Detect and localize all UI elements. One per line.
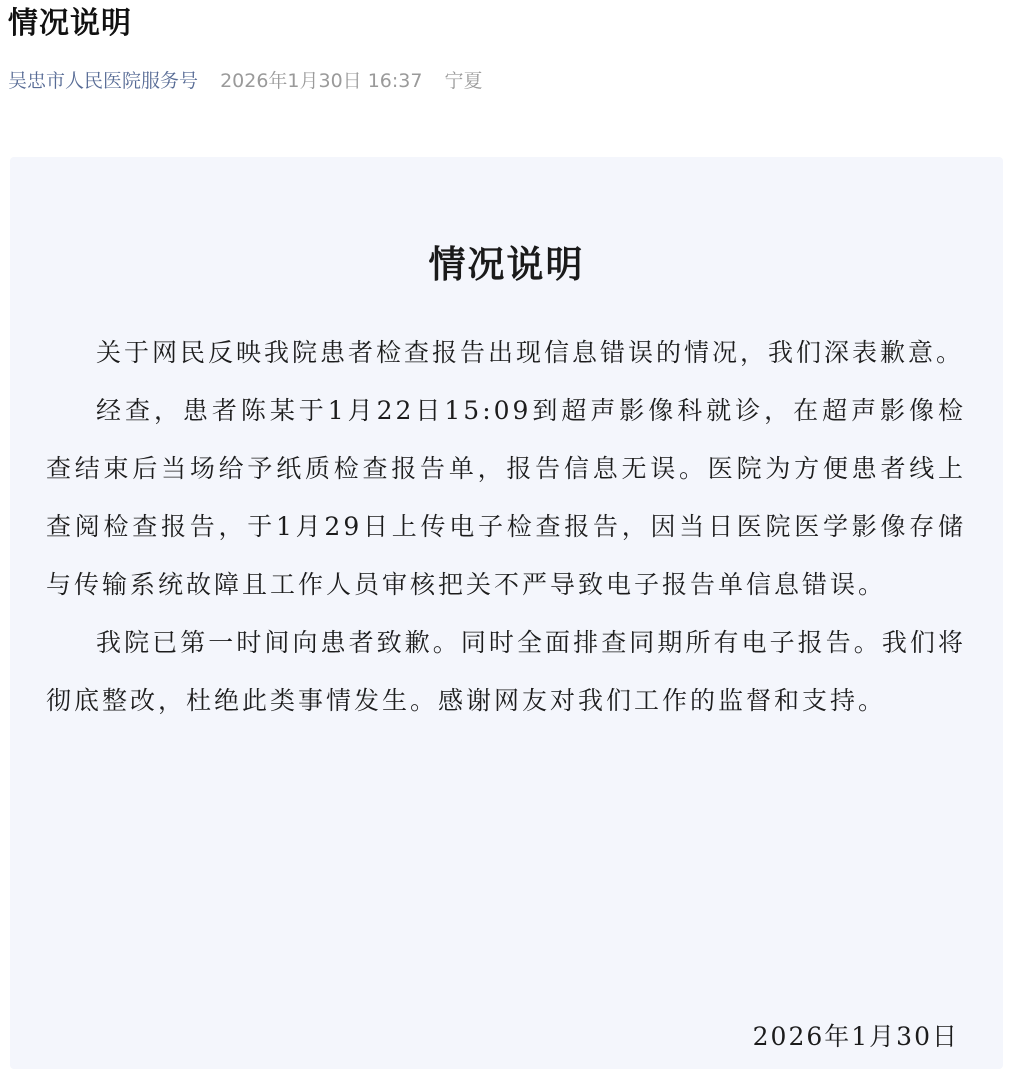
account-name-link[interactable]: 吴忠市人民医院服务号 — [8, 70, 199, 92]
notice-date: 2026年1月30日 — [752, 1022, 959, 1051]
publish-location: 宁夏 — [444, 70, 483, 92]
notice-paragraph-rectification: 我院已第一时间向患者致歉。同时全面排查同期所有电子报告。我们将彻底整改，杜绝此类事情发生。感谢网友对我们工作的监督和支持。 — [46, 628, 966, 715]
article-meta — [8, 64, 483, 98]
notice-paragraph-apology: 关于网民反映我院患者检查报告出现信息错误的情况，我们深表歉意。 — [96, 338, 965, 367]
notice-title: 情况说明 — [428, 243, 585, 286]
publish-datetime: 2026年1月30日 16:37 — [220, 70, 423, 92]
article-title: 情况说明 — [8, 6, 132, 41]
notice-image — [10, 157, 1003, 1069]
notice-paragraph-investigation: 经查，患者陈某于1月22日15:09到超声影像科就诊，在超声影像检查结束后当场给予纸质检查报告单，报告信息无误。医院为方便患者线上查阅检查报告，于1月29日上传电子检查报告，因当日医院医学影像存储与传输系统故障且工作人员审核把关不严导致电子报告单信息错误。 — [46, 396, 966, 599]
notice-body — [46, 324, 966, 730]
